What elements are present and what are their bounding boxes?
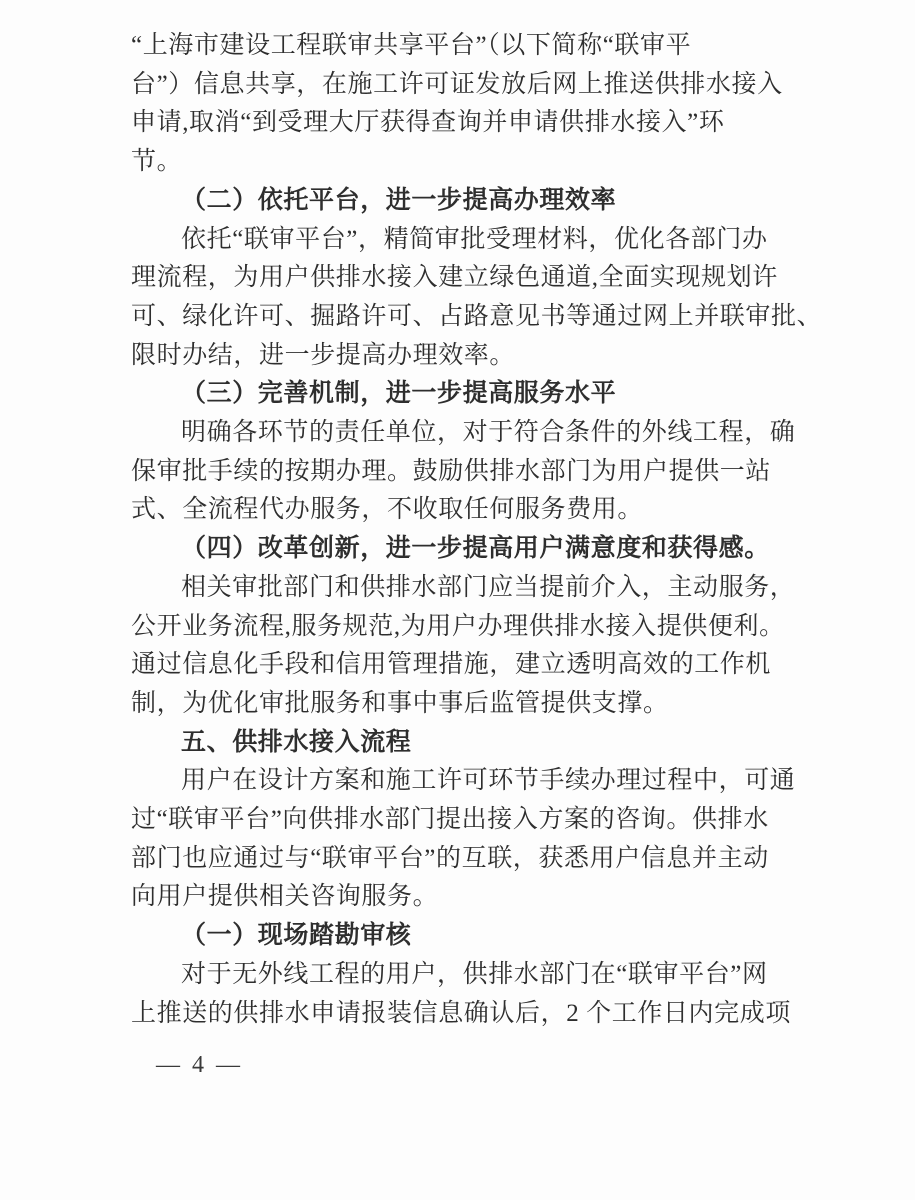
text-line: 明确各环节的责任单位，对于符合条件的外线工程，确 xyxy=(181,419,796,447)
text-line: 台”）信息共享，在施工许可证发放后网上推送供排水接入 xyxy=(131,70,783,98)
text-line: 式、全流程代办服务，不收取任何服务费用。 xyxy=(131,496,644,524)
text-line: 相关审批部门和供排水部门应当提前介入，主动服务， xyxy=(181,573,796,601)
section-heading-4: （四）改革创新，进一步提高用户满意度和获得感。 xyxy=(181,535,770,563)
text-line: 过“联审平台”向供排水部门提出接入方案的咨询。供排水 xyxy=(131,806,769,834)
text-line: 向用户提供相关咨询服务。 xyxy=(131,883,439,911)
text-line: 上推送的供排水申请报装信息确认后，2 个工作日内完成项 xyxy=(131,999,791,1027)
text-line: 制，为优化审批服务和事中事后监管提供支撑。 xyxy=(131,689,669,717)
text-line: 公开业务流程,服务规范,为用户办理供排水接入提供便利。 xyxy=(131,612,785,640)
text-line: 节。 xyxy=(131,148,183,176)
section-heading-1: （一）现场踏勘审核 xyxy=(181,922,412,950)
section-heading-3: （三）完善机制，进一步提高服务水平 xyxy=(181,380,617,408)
text-line: 用户在设计方案和施工许可环节手续办理过程中，可通 xyxy=(181,767,796,795)
text-line: 通过信息化手段和信用管理措施，建立透明高效的工作机 xyxy=(131,651,772,679)
document-body xyxy=(131,27,831,1033)
text-line: 申请,取消“到受理大厅获得查询并申请供排水接入”环 xyxy=(131,109,725,137)
text-line: 对于无外线工程的用户，供排水部门在“联审平台”网 xyxy=(181,960,768,988)
page-number: — 4 — xyxy=(156,1052,243,1078)
text-line: 可、绿化许可、掘路许可、占路意见书等通过网上并联审批、 xyxy=(131,302,823,330)
text-line: 理流程，为用户供排水接入建立绿色通道,全面实现规划许 xyxy=(131,264,778,292)
section-heading-2: （二）依托平台，进一步提高办理效率 xyxy=(181,186,617,214)
text-line: 限时办结，进一步提高办理效率。 xyxy=(131,341,516,369)
text-line: 保审批手续的按期办理。鼓励供排水部门为用户提供一站 xyxy=(131,457,772,485)
text-line: 依托“联审平台”，精简审批受理材料，优化各部门办 xyxy=(181,225,768,253)
text-line: “上海市建设工程联审共享平台”（以下简称“联审平 xyxy=(131,32,692,59)
text-line: 部门也应通过与“联审平台”的互联，获悉用户信息并主动 xyxy=(131,844,769,872)
chapter-heading-5: 五、供排水接入流程 xyxy=(181,728,412,756)
